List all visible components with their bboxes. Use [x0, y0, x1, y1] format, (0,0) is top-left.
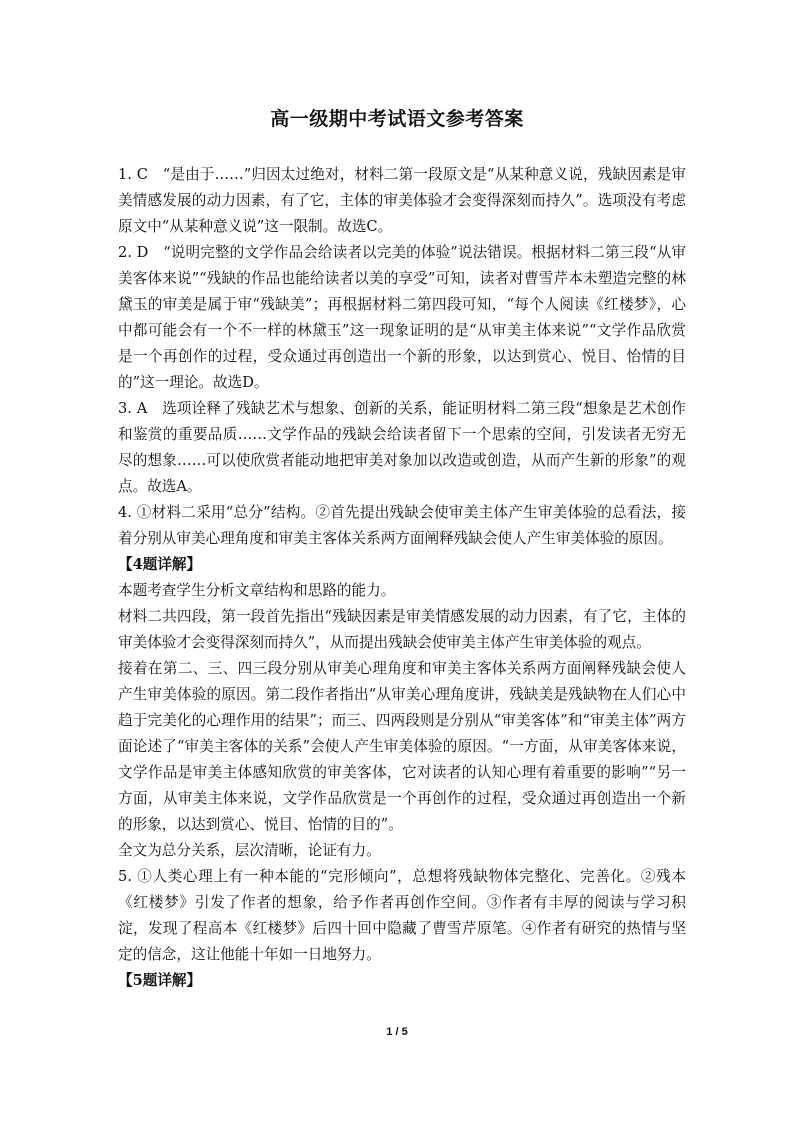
section-head-4: 【4题详解】: [118, 556, 202, 573]
answer-5: 5. ①人类心理上有一种本能的“完形倾向”，总想将残缺物体完整化、完善化。②残本《红楼梦》引发了作者的想象，给予作者再创作空间。③作者有丰厚的阅读与学习积淀，发现了程高本《红楼梦》后四十回中隐藏了曹雪芹原笔。④作者有研究的热情与坚定的信念，这让他能十年如一日地努力。: [118, 868, 686, 963]
explanation-4-intro: 本题考查学生分析文章结构和思路的能力。: [118, 582, 396, 599]
page-title: 高一级期中考试语文参考答案: [270, 108, 524, 130]
explanation-4-summary: 全文为总分关系，层次清晰，论证有力。: [118, 842, 381, 859]
explanation-4-para-1: 材料二共四段，第一段首先指出“残缺因素是审美情感发展的动力因素，有了它，主体的审美体验才会变得深刻而持久”，从而提出残缺会使审美主体产生审美体验的观点。: [118, 608, 686, 651]
answer-4: 4. ①材料二采用“总分”结构。②首先提出残缺会使审美主体产生审美体验的总看法，接着分别从审美心理角度和审美主客体关系两方面阐释残缺会使人产生审美体验的原因。: [118, 504, 686, 547]
answer-1: 1. C “是由于……”归因太过绝对，材料二第一段原文是“从某种意义说，残缺因素是审美情感发展的动力因素，有了它，主体的审美体验才会变得深刻而持久”。选项没有考虑原文中“从某种意义说”这一限制。故选C。: [118, 166, 686, 235]
answer-body: [118, 162, 686, 994]
page-number: 1 / 5: [386, 1026, 408, 1038]
section-head-5: 【5题详解】: [118, 972, 202, 989]
explanation-4-para-2: 接着在第二、三、四三段分别从审美心理角度和审美主客体关系两方面阐释残缺会使人产生审美体验的原因。第二段作者指出“从审美心理角度讲，残缺美是残缺物在人们心中趋于完美化的心理作用的结果”；而三、四两段则是分别从“审美客体”和“审美主体”两方面论述了“审美主客体的关系”会使人产生审美体验的原因。“一方面，从审美客体来说，文学作品是审美主体感知欣赏的审美客体，它对读者的认知心理有着重要的影响”“另一方面，从审美主体来说，文学作品欣赏是一个再创作的过程，受众通过再创造出一个新的形象，以达到赏心、悦目、怡情的目的”。: [118, 660, 686, 833]
answer-3: 3. A 选项诠释了残缺艺术与想象、创新的关系，能证明材料二第三段“想象是艺术创作和鉴赏的重要品质……文学作品的残缺会给读者留下一个思索的空间，引发读者无穷无尽的想象……可以使欣赏者能动地把审美对象加以改造或创造，从而产生新的形象”的观点。故选A。: [118, 400, 686, 495]
answer-2: 2. D “说明完整的文学作品会给读者以完美的体验”说法错误。根据材料二第三段“从审美客体来说”“残缺的作品也能给读者以美的享受”可知，读者对曹雪芹本未塑造完整的林黛玉的审美是属于审“残缺美”；再根据材料二第四段可知，“每个人阅读《红楼梦》，心中都可能会有一个不一样的林黛玉”这一现象证明的是“从审美主体来说”“文学作品欣赏是一个再创作的过程，受众通过再创造出一个新的形象，以达到赏心、悦目、怡情的目的”这一理论。故选D。: [118, 244, 686, 391]
